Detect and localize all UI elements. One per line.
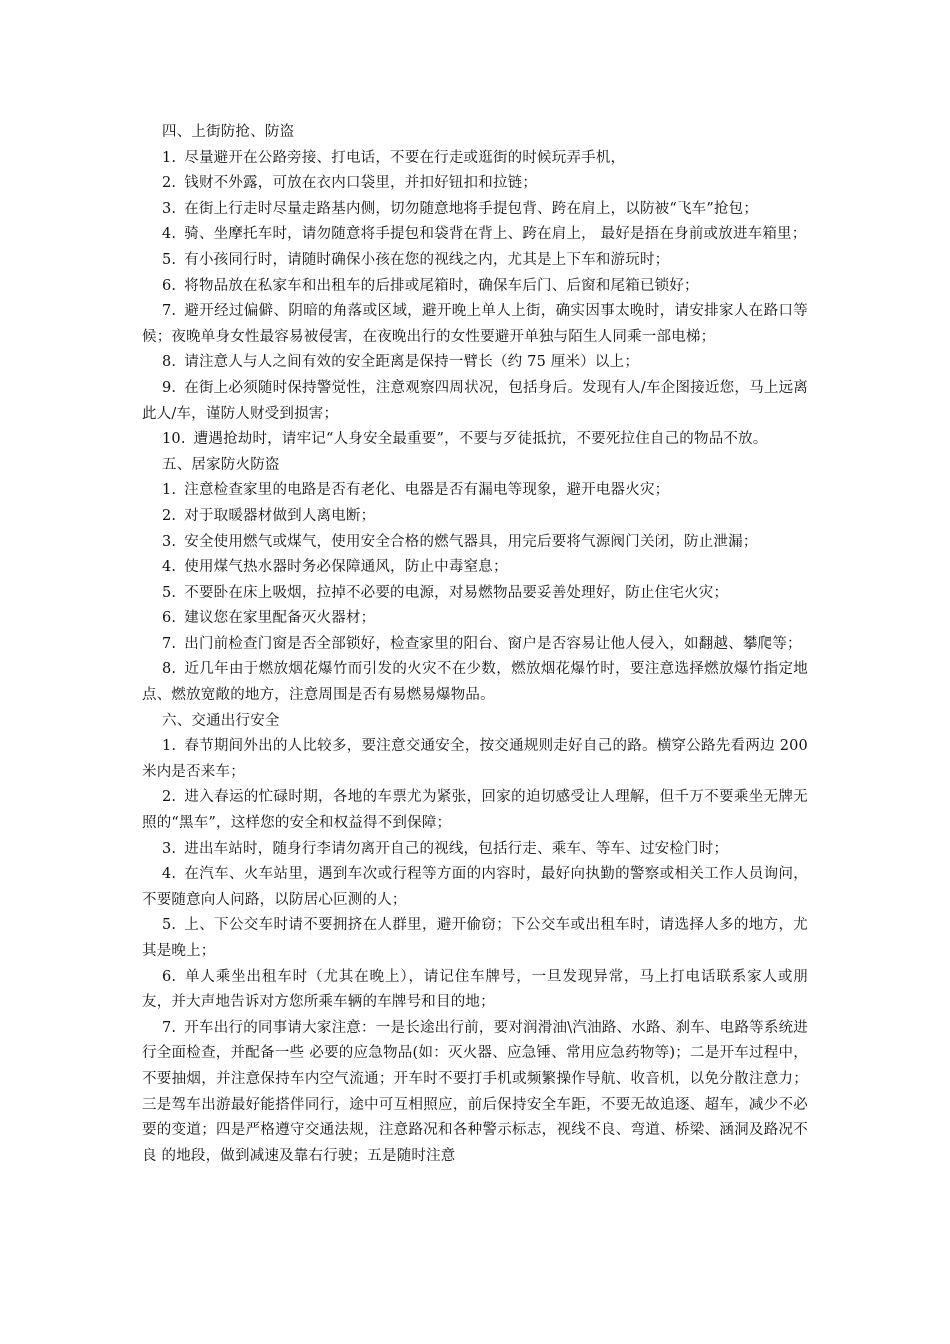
list-item: 7. 避开经过偏僻、阴暗的角落或区域，避开晚上单人上街，确实因事太晚时，请安排家人在路口等候；夜晚单身女性最容易被侵害，在夜晚出行的女性要避开单独与陌生人同乘一部电梯； xyxy=(142,303,808,345)
section-heading-street-safety: 四、上街防抢、防盗 xyxy=(162,124,295,140)
list-item: 2. 对于取暖器材做到人离电断； xyxy=(162,507,376,524)
list-item: 9. 在街上必须随时保持警觉性，注意观察四周状况，包括身后。发现有人/车企图接近您，马上远离此人/车，谨防人财受到损害； xyxy=(142,379,808,422)
list-item: 1. 尽量避开在公路旁接、打电话，不要在行走或逛街的时候玩弄手机， xyxy=(162,149,626,166)
list-item: 4. 在汽车、火车站里，遇到车次或行程等方面的内容时，最好向执勤的警察或相关工作人员询问，不要随意向人问路，以防居心叵测的人； xyxy=(142,866,808,908)
list-item: 3. 进出车站时，随身行李请勿离开自己的视线，包括行走、乘车、等车、过安检门时； xyxy=(162,840,729,857)
list-item: 3. 安全使用燃气或煤气，使用安全合格的燃气器具，用完后要将气源阀门关闭，防止泄漏； xyxy=(162,533,758,550)
section-heading-traffic-safety: 六、交通出行安全 xyxy=(162,712,280,729)
list-item: 1. 春节期间外出的人比较多，要注意交通安全，按交通规则走好自己的路。横穿公路先看两边 200 米内是否来车； xyxy=(142,738,808,780)
list-item: 6. 将物品放在私家车和出租车的后排或尾箱时，确保车后门、后窗和尾箱已锁好； xyxy=(162,277,699,294)
list-item: 6. 单人乘坐出租车时（尤其在晚上），请记住车牌号，一旦发现异常，马上打电话联系家人或朋友，并大声地告诉对方您所乘车辆的车牌号和目的地； xyxy=(142,968,808,1011)
list-item: 2. 进入春运的忙碌时期，各地的车票尤为紧张，回家的迫切感受让人理解，但千万不要乘坐无牌无照的“黑车”，这样您的安全和权益得不到保障； xyxy=(142,789,808,832)
list-item: 2. 钱财不外露，可放在衣内口袋里，并扣好钮扣和拉链； xyxy=(162,175,538,192)
list-item: 4. 骑、坐摩托车时，请勿随意将手提包和袋背在背上、跨在肩上， 最好是捂在身前或放进车箱里； xyxy=(162,226,807,243)
list-item: 6. 建议您在家里配备灭火器材； xyxy=(162,610,376,627)
list-item: 10. 遭遇抢劫时，请牢记“人身安全最重要”，不要与歹徒抵抗，不要死拉住自己的物品不放。 xyxy=(162,431,768,448)
list-item: 4. 使用煤气热水器时务必保障通风，防止中毒窒息； xyxy=(162,559,508,576)
list-item: 8. 请注意人与人之间有效的安全距离是保持一臂长（约 75 厘米）以上； xyxy=(162,354,640,371)
section-heading-home-fire-theft: 五、居家防火防盗 xyxy=(162,456,280,473)
list-item: 5. 上、下公交车时请不要拥挤在人群里，避开偷窃；下公交车或出租车时，请选择人多的地方，尤其是晚上； xyxy=(142,917,808,959)
list-item: 5. 有小孩同行时，请随时确保小孩在您的视线之内，尤其是上下车和游玩时； xyxy=(162,251,670,268)
list-item: 3. 在街上行走时尽量走路基内侧，切勿随意地将手提包背、跨在肩上，以防被“飞车”抢包； xyxy=(162,200,759,217)
list-item: 7. 出门前检查门窗是否全部锁好，检查家里的阳台、窗户是否容易让他人侵入，如翻越、攀爬等； xyxy=(162,635,802,652)
list-item: 7. 开车出行的同事请大家注意：一是长途出行前，要对润滑油\汽油路、水路、刹车、电路等系统进行全面检查，并配备一些 必要的应急物品(如：灭火器、应急锤、常用应急药物等)；二是开车过程中，不要抽烟，并注意保持车内空气流通；开车时不要打手机或频繁操作导航、收音机，以免分散注意力；三是驾车出游最好能搭伴同行，途中可互相照应，前后保持安全车距，不要无故追逐、超车，减少不必要的变道；四是严格遵守交通法规，注意路况和各种警示标志，视线不良、弯道、桥梁、涵洞及路况不良 的地段，做到减速及靠右行驶；五是随时注意 xyxy=(142,1019,808,1164)
document-page xyxy=(142,120,808,1169)
list-item: 8. 近几年由于燃放烟花爆竹而引发的火灾不在少数，燃放烟花爆竹时，要注意选择燃放爆竹指定地点、燃放宽敞的地方，注意周围是否有易燃易爆物品。 xyxy=(142,661,808,704)
list-item: 1. 注意检查家里的电路是否有老化、电器是否有漏电等现象，避开电器火灾； xyxy=(162,482,670,499)
list-item: 5. 不要卧在床上吸烟，拉掉不必要的电源，对易燃物品要妥善处理好，防止住宅火灾； xyxy=(162,584,729,601)
